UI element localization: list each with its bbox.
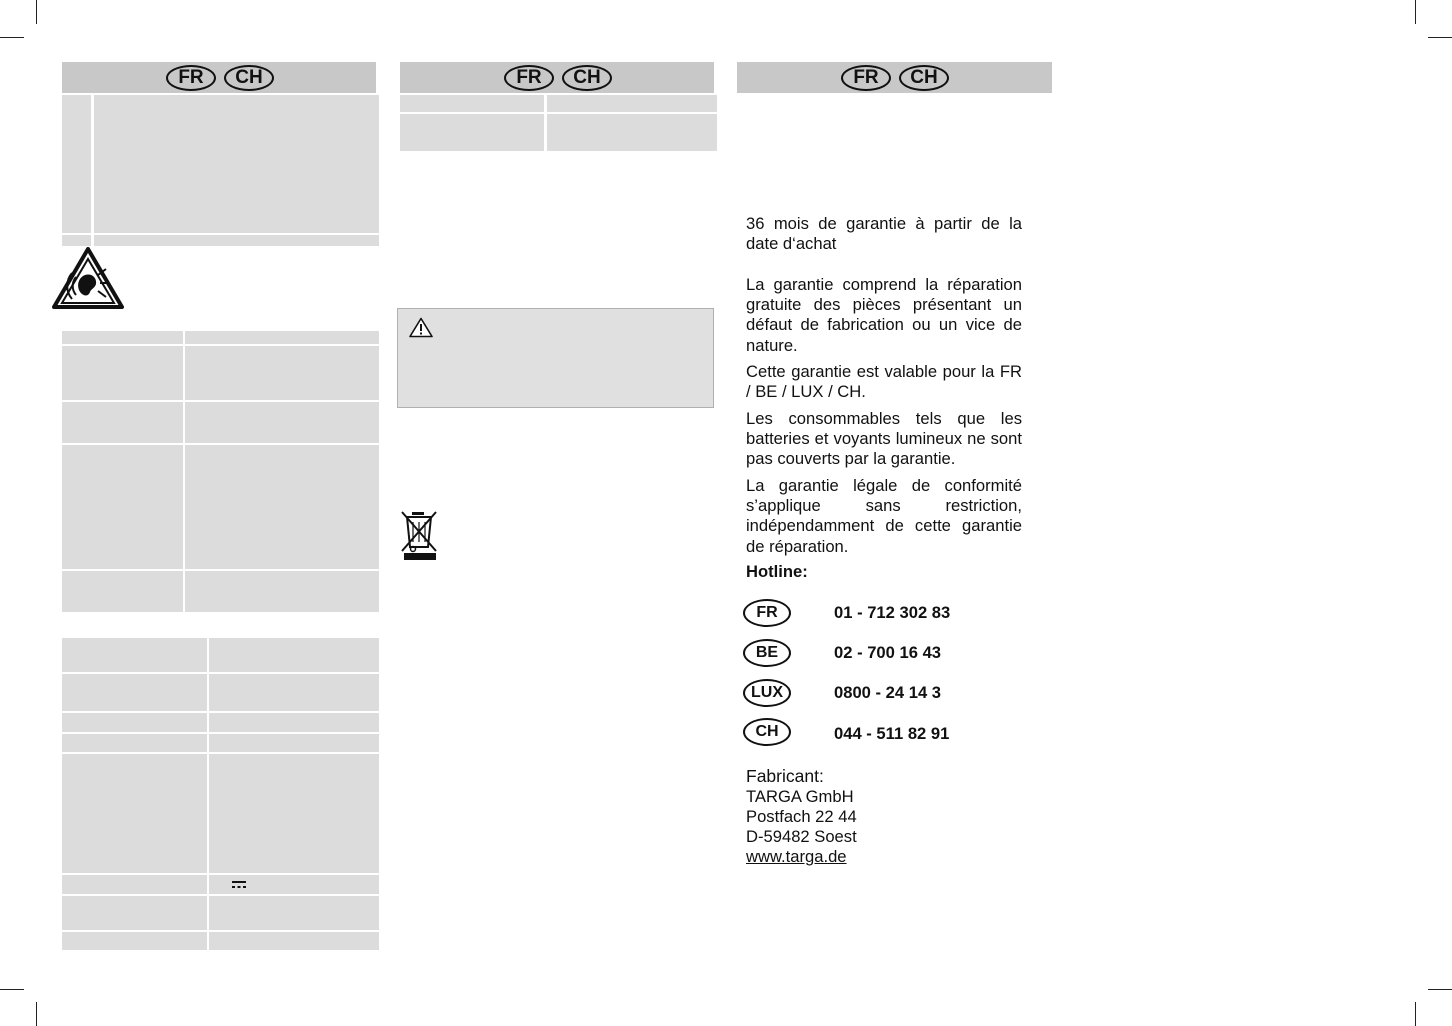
warranty-consumables: Les consommables tels que les batteries et voyants lumineux ne sont pas couverts par la garantie. — [746, 409, 1022, 469]
hotline-number: 044 - 511 82 91 — [834, 724, 950, 743]
table-cell — [62, 95, 91, 233]
warranty-scope: La garantie comprend la réparation gratuite des pièces présentant un défaut de fabrication ou un vice de nature. — [746, 275, 1022, 355]
caution-box — [397, 308, 714, 408]
table-cell — [62, 875, 207, 894]
hotline-country-badge: FR — [743, 599, 791, 627]
country-badge: FR — [841, 65, 891, 91]
table-cell — [62, 445, 183, 569]
table-cell — [185, 571, 379, 612]
section-header-col1 — [62, 62, 376, 93]
crop-mark — [1415, 1002, 1416, 1026]
manufacturer-website-link[interactable]: www.targa.de — [746, 847, 847, 866]
table-cell — [62, 638, 207, 672]
caution-triangle-icon — [409, 317, 433, 338]
table-cell — [185, 445, 379, 569]
table-cell — [209, 875, 379, 894]
country-badge: CH — [899, 65, 949, 91]
crop-mark — [36, 0, 37, 24]
crossed-bin-icon — [400, 509, 440, 563]
hotline-number: 01 - 712 302 83 — [834, 603, 951, 622]
crop-mark — [0, 989, 24, 990]
hotline-country-badge: CH — [743, 718, 791, 746]
direct-current-icon — [232, 881, 246, 889]
crop-mark — [0, 37, 24, 38]
manufacturer-city: D-59482 Soest — [746, 827, 857, 846]
table-cell — [185, 331, 379, 344]
table-cell — [62, 754, 207, 873]
country-badge: FR — [166, 65, 216, 91]
table-cell — [209, 932, 379, 950]
table-cell — [62, 674, 207, 711]
country-badge: CH — [224, 65, 274, 91]
table-cell — [62, 713, 207, 732]
section-header-col3 — [737, 62, 1052, 93]
crop-mark — [1415, 0, 1416, 24]
table-cell — [62, 734, 207, 752]
table-cell — [62, 932, 207, 950]
table-cell — [94, 235, 379, 246]
manufacturer-company: TARGA GmbH — [746, 787, 854, 806]
hotline-title: Hotline: — [746, 562, 808, 581]
table-cell — [547, 95, 717, 112]
hotline-country-badge: LUX — [743, 679, 791, 707]
section-header-col2 — [400, 62, 714, 93]
table-cell — [62, 402, 183, 443]
hotline-number: 0800 - 24 14 3 — [834, 683, 942, 702]
manufacturer-postbox: Postfach 22 44 — [746, 807, 857, 826]
table-cell — [185, 346, 379, 400]
manufacturer-label: Fabricant: — [746, 766, 824, 786]
crop-mark — [36, 1002, 37, 1026]
table-cell — [209, 713, 379, 732]
country-badge: FR — [504, 65, 554, 91]
table-cell — [185, 402, 379, 443]
table-cell — [209, 734, 379, 752]
hotline-country-badge: BE — [743, 639, 791, 667]
crop-mark — [1428, 989, 1452, 990]
table-cell — [62, 235, 91, 246]
table-cell — [400, 114, 544, 151]
hearing-damage-warning-icon — [52, 247, 124, 309]
hotline-number: 02 - 700 16 43 — [834, 643, 942, 662]
table-cell — [209, 638, 379, 672]
warranty-countries: Cette garantie est valable pour la FR / BE / LUX / CH. — [746, 362, 1022, 402]
table-cell — [209, 754, 379, 873]
table-cell — [62, 346, 183, 400]
crop-mark — [1428, 37, 1452, 38]
country-badge: CH — [562, 65, 612, 91]
warranty-intro: 36 mois de garantie à partir de la date d‘achat — [746, 214, 1022, 254]
table-cell — [547, 114, 717, 151]
table-cell — [62, 571, 183, 612]
warranty-legal: La garantie légale de conformité s’applique sans restriction, indépendamment de cette garantie de réparation. — [746, 476, 1022, 556]
table-cell — [209, 674, 379, 711]
table-cell — [62, 331, 183, 344]
table-cell — [62, 896, 207, 930]
table-cell — [400, 95, 544, 112]
table-cell — [94, 95, 379, 233]
table-cell — [209, 896, 379, 930]
